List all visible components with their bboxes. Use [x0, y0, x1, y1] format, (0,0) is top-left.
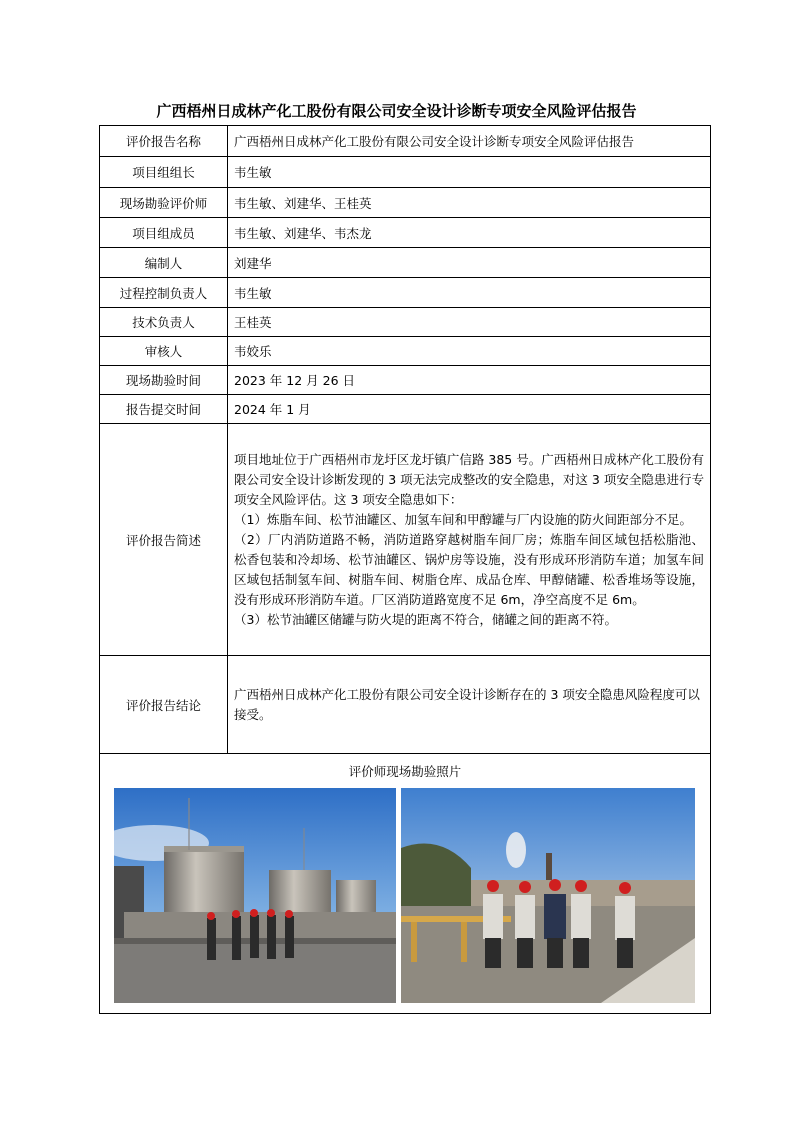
table-row	[100, 278, 711, 308]
row-label: 审核人	[100, 337, 228, 366]
table-row	[100, 218, 711, 248]
conclusion-label: 评价报告结论	[100, 656, 228, 754]
tanks-photo-image	[114, 788, 396, 1003]
photos-container	[100, 788, 710, 1013]
conclusion-text: 广西梧州日成林产化工股份有限公司安全设计诊断存在的 3 项安全隐患风险程度可以接受。	[228, 656, 711, 754]
row-value: 2023 年 12 月 26 日	[228, 366, 711, 395]
row-value: 2024 年 1 月	[228, 395, 711, 424]
photos-title: 评价师现场勘验照片	[348, 764, 462, 779]
conclusion-row	[100, 656, 711, 754]
row-value: 广西梧州日成林产化工股份有限公司安全设计诊断专项安全风险评估报告	[228, 126, 711, 157]
row-label: 评价报告名称	[100, 126, 228, 157]
summary-paragraph: （2）厂内消防道路不畅，消防道路穿越树脂车间厂房；炼脂车间区域包括松脂池、松香包装和冷却场、松节油罐区、锅炉房等设施，没有形成环形消防车道；加氢车间区域包括制氢车间、树脂车间、树脂仓库、成品仓库、甲醇储罐、松香堆场等设施，没有形成环形消防车道。厂区消防道路宽度不足 6m，净空高度不足 6m。	[234, 531, 704, 607]
row-value: 韦生敏	[228, 278, 711, 308]
summary-paragraph: （3）松节油罐区储罐与防火堤的距离不符合，储罐之间的距离不符。	[234, 611, 617, 627]
summary-row	[100, 424, 711, 656]
summary-paragraph: 项目地址位于广西梧州市龙圩区龙圩镇广信路 385 号。广西梧州日成林产化工股份有限公司安全设计诊断发现的 3 项无法完成整改的安全隐患，对这 3 项安全隐患进行专项安全风险评估。这 3 项安全隐患如下：	[234, 451, 704, 507]
photos-cell	[100, 754, 711, 1014]
document-title: 广西梧州日成林产化工股份有限公司安全设计诊断专项安全风险评估报告	[156, 102, 637, 120]
row-value: 韦姣乐	[228, 337, 711, 366]
row-value: 刘建华	[228, 248, 711, 278]
photos-row	[100, 754, 711, 1014]
row-label: 现场勘验时间	[100, 366, 228, 395]
site-photo-team	[401, 788, 695, 1003]
table-row	[100, 366, 711, 395]
table-row	[100, 248, 711, 278]
report-table	[99, 125, 711, 1014]
row-label: 项目组组长	[100, 157, 228, 188]
site-photo-tanks	[114, 788, 396, 1003]
table-row	[100, 157, 711, 188]
row-value: 韦生敏、刘建华、韦杰龙	[228, 218, 711, 248]
row-label: 编制人	[100, 248, 228, 278]
table-row	[100, 337, 711, 366]
summary-label: 评价报告简述	[100, 424, 228, 656]
table-row	[100, 188, 711, 218]
team-photo-image	[401, 788, 695, 1003]
table-row	[100, 126, 711, 157]
row-value: 王桂英	[228, 308, 711, 337]
row-value: 韦生敏、刘建华、王桂英	[228, 188, 711, 218]
row-label: 现场勘验评价师	[100, 188, 228, 218]
row-value: 韦生敏	[228, 157, 711, 188]
row-label: 过程控制负责人	[100, 278, 228, 308]
summary-paragraph: （1）炼脂车间、松节油罐区、加氢车间和甲醇罐与厂内设施的防火间距部分不足。	[234, 511, 692, 527]
table-row	[100, 308, 711, 337]
row-label: 技术负责人	[100, 308, 228, 337]
row-label: 报告提交时间	[100, 395, 228, 424]
summary-text	[228, 424, 711, 656]
row-label: 项目组成员	[100, 218, 228, 248]
table-row	[100, 395, 711, 424]
